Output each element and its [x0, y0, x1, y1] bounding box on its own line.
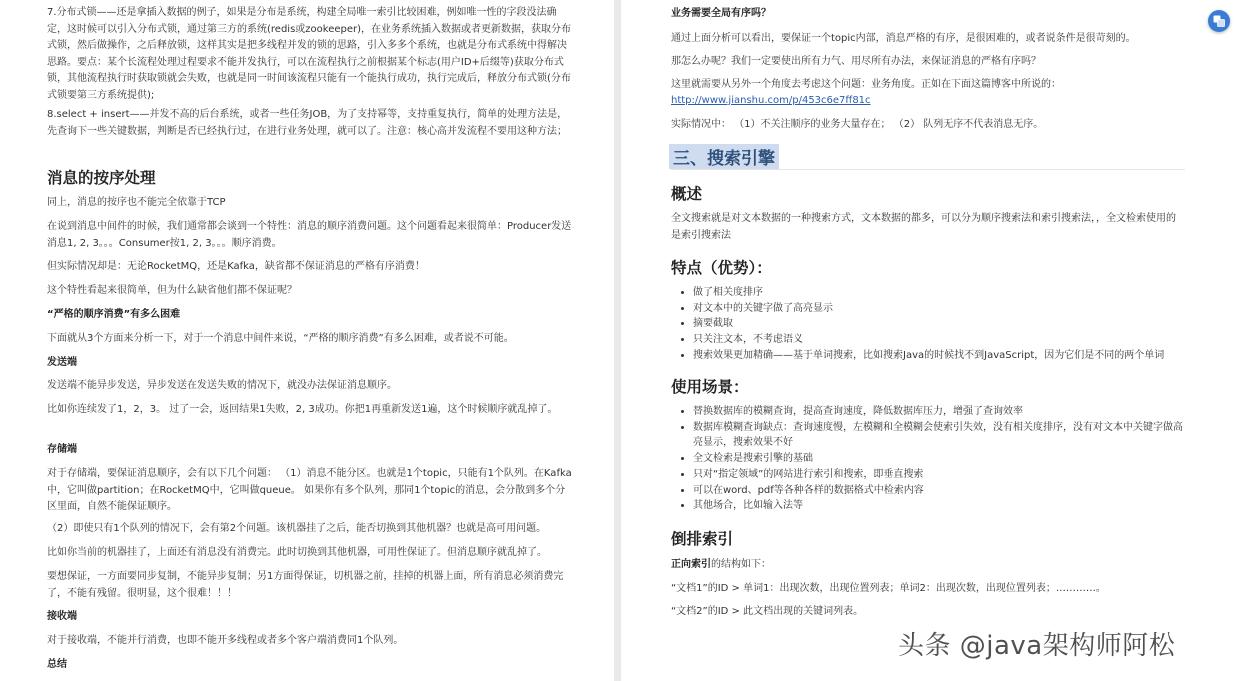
- scenarios-item: • 全文检索是搜索引擎的基础: [693, 451, 1185, 467]
- paragraph-forward-index: [671, 557, 1185, 574]
- heading-overview: 概述: [671, 185, 703, 203]
- paragraph-actual: 实际情况中： （1）不关注顺序的业务大量存在； （2） 队列无序不代表消息无序。: [671, 119, 1044, 130]
- link-row: [671, 93, 1185, 110]
- heading-scenarios: 使用场景：: [671, 378, 749, 396]
- features-item: • 搜索效果更加精确——基于单词搜索，比如搜索Java的时候找不到JavaScript，因为它们是不同的两个单词: [693, 348, 1185, 364]
- paragraph-need: 通过上面分析可以看出，要保证一个topic内部，消息严格的有序，是很困难的，或者说条件是很苛刻的。: [671, 33, 1136, 44]
- heading-search-engine: 三、搜索引擎: [669, 144, 779, 169]
- left-page: [0, 0, 614, 681]
- forward-index-rest: 的结构如下：: [711, 559, 771, 570]
- scenarios-item: • 其他场合，比如输入法等: [693, 498, 1185, 514]
- subheading-global-order: 业务需要全局有序吗？: [671, 8, 771, 19]
- heading-message-order: 消息的按序处理: [47, 169, 156, 187]
- subheading-summary: 总结: [47, 659, 67, 670]
- paragraph-doc1: “文档1”的ID > 单词1：出现次数，出现位置列表；单词2：出现次数，出现位置列表；…………。: [671, 583, 1106, 594]
- scenarios-item: • 可以在word、pdf等各种各样的数据格式中检索内容: [693, 483, 1185, 499]
- forward-index-term: 正向索引: [671, 559, 711, 570]
- heading-inverted-index: 倒排索引: [671, 530, 734, 548]
- right-page: [621, 0, 1240, 681]
- subheading-storage: 存储端: [47, 444, 77, 455]
- paragraph-sender: 发送端不能异步发送，异步发送在发送失败的情况下，就没办法保证消息顺序。: [47, 380, 397, 391]
- features-item: • 只关注文本，不考虑语义: [693, 332, 1185, 348]
- scenarios-item: • 数据库模糊查询缺点：查询速度慢，左模糊和全模糊会使索引失效，没有相关度排序，没有对文本中关键字做高亮显示，搜索效果不好: [693, 420, 1185, 451]
- translate-icon: [1213, 15, 1225, 27]
- paragraph-three-aspects: 下面就从3个方面来分析一下，对于一个消息中间件来说，“严格的顺序消费”有多么困难，或者说不可能。: [47, 333, 514, 344]
- features-item: • 对文本中的关键字做了高亮显示: [693, 301, 1185, 317]
- paragraph-storage-3: 比如你当前的机器挂了，上面还有消息没有消费完。此时切换到其他机器，可用性保证了。但消息顺序就乱掉了。: [47, 547, 547, 558]
- subheading-sender: 发送端: [47, 357, 77, 368]
- watermark: 头条 @java架构师阿松: [898, 631, 1176, 661]
- paragraph-select-insert: 8.select + insert——并发不高的后台系统，或者一些任务JOB，为了支持幂等，支持重复执行，简单的处理方法是，先查询下一些关键数据，判断是否已经执行过，在进行业务处理，就可以了。注意：核心高并发流程不要用这种方法；: [47, 109, 568, 137]
- subheading-strict-order: “严格的顺序消费”有多么困难: [47, 309, 181, 320]
- subheading-receiver: 接收端: [47, 611, 77, 622]
- paragraph-storage-4: 要想保证，一方面要同步复制，不能异步复制；另1方面得保证，切机器之前，挂掉的机器上面，所有消息必须消费完了，不能有残留。很明显，这个很难！！！: [47, 571, 564, 599]
- scenarios-item: • 替换数据库的模糊查询，提高查询速度，降低数据库压力，增强了查询效率: [693, 404, 1185, 420]
- paragraph-order-intro: 在说到消息中间件的时候，我们通常都会谈到一个特性：消息的顺序消费问题。这个问题看起来很简单：Producer发送消息1, 2, 3。。。Consumer按1, 2, 3。。。顺序消费。: [47, 221, 572, 249]
- translate-button[interactable]: [1208, 10, 1230, 32]
- paragraph-why: 这个特性看起来很简单，但为什么缺省他们都不保证呢？: [47, 285, 297, 296]
- paragraph-tcp: 同上，消息的按序也不能完全依靠于TCP: [47, 197, 226, 208]
- paragraph-sender-example: 比如你连续发了1，2，3。 过了一会，返回结果1失败，2, 3成功。你把1再重新发送1遍，这个时候顺序就乱掉了。: [47, 404, 558, 415]
- scenarios-item: • 只对“指定领域”的网站进行索引和搜索，即垂直搜索: [693, 467, 1185, 483]
- paragraph-storage: 对于存储端，要保证消息顺序，会有以下几个问题： （1）消息不能分区。也就是1个topic，只能有1个队列。在Kafka中，它叫做partition；在RocketMQ中，它叫做queue。 如果你有多个队列，那同1个topic的消息，会分散到多个分区里面，自然不能保证顺序。: [47, 468, 572, 512]
- blog-link[interactable]: http://www.jianshu.com/p/453c6e7ff81c: [671, 95, 871, 106]
- paragraph-receiver: 对于接收端，不能并行消费，也即不能开多线程或者多个客户端消费同1个队列。: [47, 635, 404, 646]
- paragraph-angle: 这里就需要从另外一个角度去考虑这个问题：业务角度。正如在下面这篇博客中所说的：: [671, 79, 1061, 90]
- paragraph-how: 那怎么办呢？我们一定要使出所有力气、用尽所有办法，来保证消息的严格有序吗？: [671, 56, 1041, 67]
- paragraph-reality: 但实际情况却是：无论RocketMQ，还是Kafka，缺省都不保证消息的严格有序消费！: [47, 261, 425, 272]
- heading-features: 特点（优势）：: [671, 259, 772, 277]
- divider: [671, 169, 1185, 170]
- paragraph-storage-2: （2）即使只有1个队列的情况下，会有第2个问题。该机器挂了之后，能否切换到其他机器？也就是高可用问题。: [47, 523, 547, 534]
- paragraph-overview: 全文搜索就是对文本数据的一种搜索方式，文本数据的都多，可以分为顺序搜索法和索引搜索法，，全文检索使用的是索引搜索法: [671, 213, 1176, 241]
- features-list: [679, 285, 1185, 364]
- paragraph-distributed-lock: 7.分布式锁——还是拿插入数据的例子，如果是分布是系统，构建全局唯一索引比较困难，例如唯一性的字段没法确定，这时候可以引入分布式锁，通过第三方的系统(redis或zookeeper)，在业务系统插入数据或者更新数据，获取分布式锁，然后做操作，之后释放锁，这样其实是把多线程并发的锁的思路，引入多多个系统，也就是分布式系统中得解决思路。要点：某个长流程处理过程要求不能并发执行，可以在流程执行之前根据某个标志(用户ID+后缀等)获取分布式锁，其他流程执行时获取锁就会失败，也就是同一时间该流程只能有一个能执行成功，执行完成后，释放分布式锁(分布式锁要第三方系统提供);: [47, 7, 572, 101]
- features-item: • 做了相关度排序: [693, 285, 1185, 301]
- scenarios-list: [679, 404, 1185, 514]
- paragraph-doc2: “文档2”的ID > 此文档出现的关键词列表。: [671, 606, 864, 617]
- features-item: • 摘要截取: [693, 316, 1185, 332]
